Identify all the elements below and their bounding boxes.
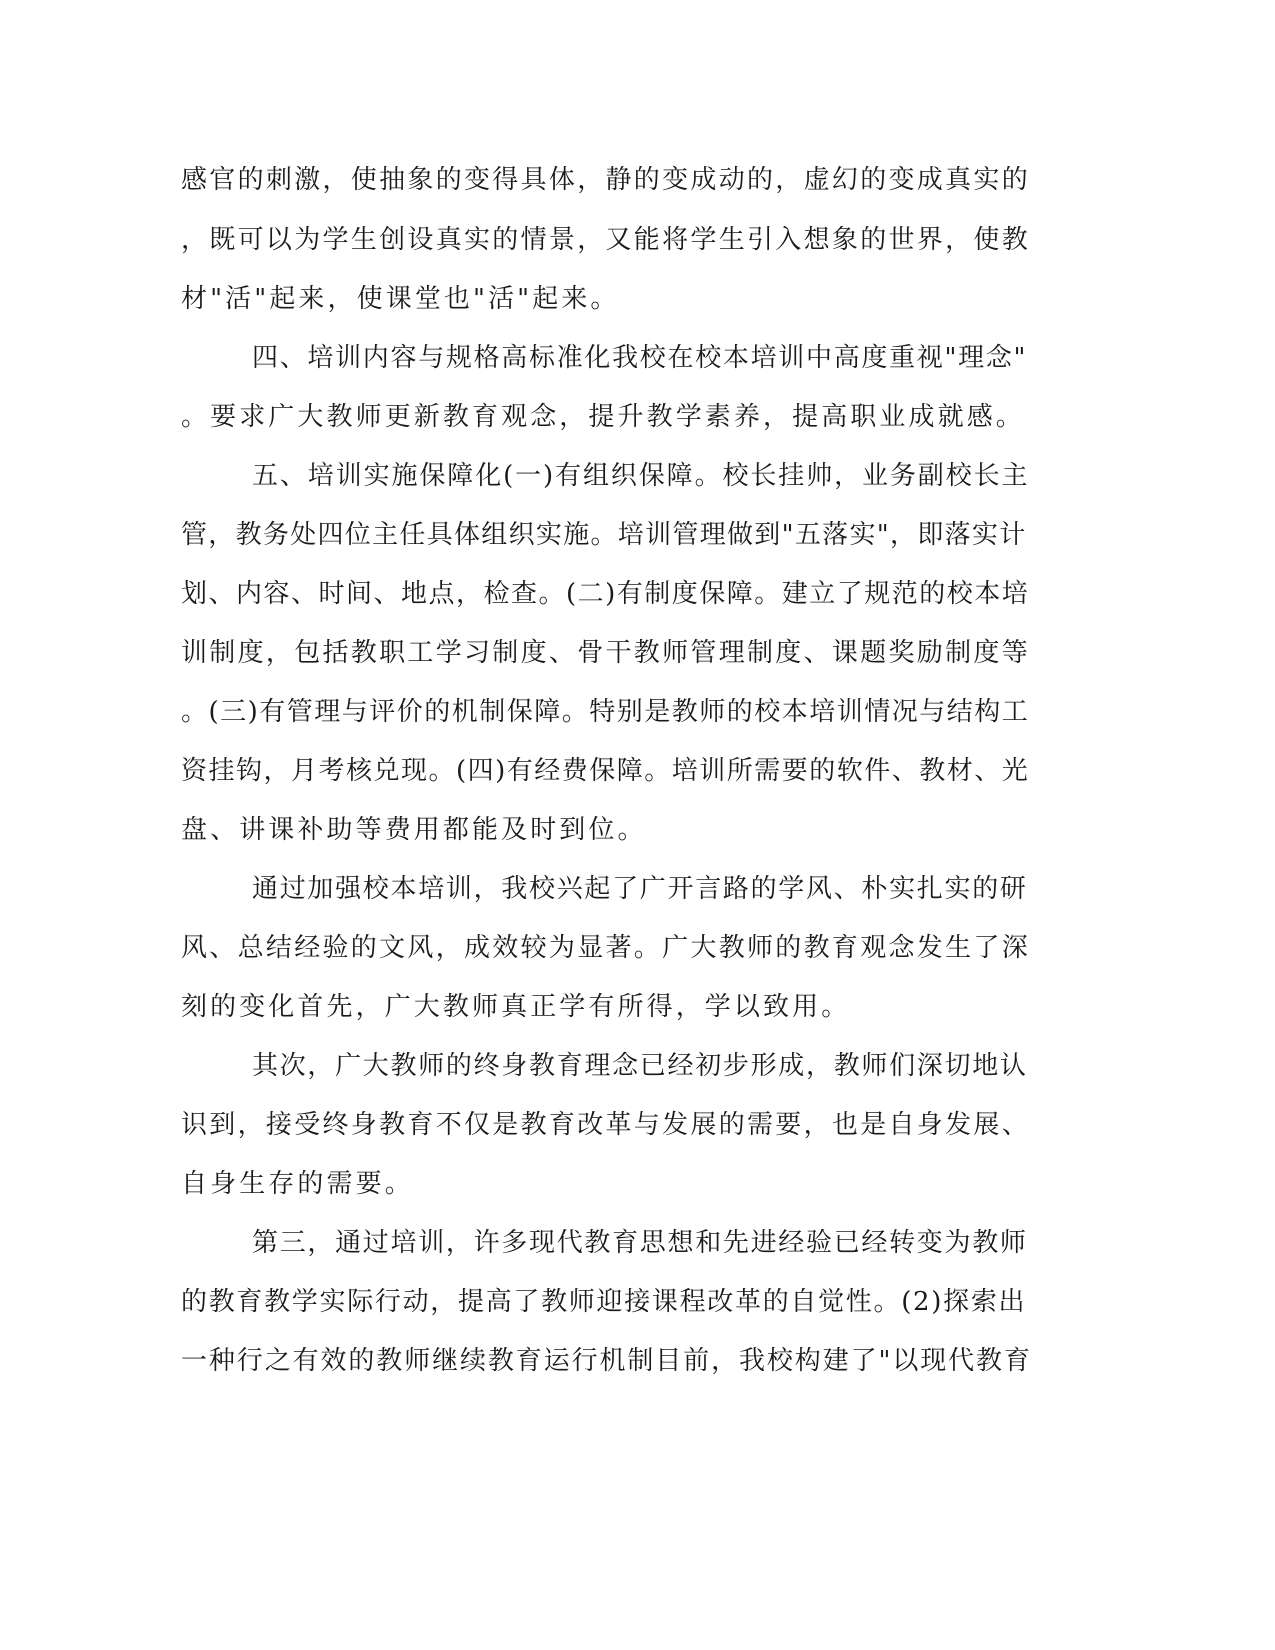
text-line: 识到，接受终身教育不仅是教育改革与发展的需要，也是自身发展、 bbox=[181, 1110, 1031, 1140]
text-line: 。要求广大教师更新教育观念，提升教学素养，提高职业成就感。 bbox=[181, 402, 1025, 432]
text-line: 资挂钩，月考核兑现。(四)有经费保障。培训所需要的软件、教材、光 bbox=[181, 756, 1030, 786]
text-line: 一种行之有效的教师继续教育运行机制目前，我校构建了"以现代教育 bbox=[181, 1346, 1032, 1376]
text-line: 盘、讲课补助等费用都能及时到位。 bbox=[181, 815, 647, 845]
text-line: 其次，广大教师的终身教育理念已经初步形成，教师们深切地认 bbox=[252, 1051, 1028, 1081]
text-line: 管，教务处四位主任具体组织实施。培训管理做到"五落实"，即落实计 bbox=[181, 520, 1027, 550]
text-line: 四、培训内容与规格高标准化我校在校本培训中高度重视"理念" bbox=[252, 343, 1028, 373]
text-line: 。(三)有管理与评价的机制保障。特别是教师的校本培训情况与结构工 bbox=[181, 697, 1030, 727]
text-line: 材"活"起来，使课堂也"活"起来。 bbox=[181, 284, 620, 314]
text-line: 通过加强校本培训，我校兴起了广开言路的学风、朴实扎实的研 bbox=[252, 874, 1028, 904]
text-line: 训制度，包括教职工学习制度、骨干教师管理制度、课题奖励制度等 bbox=[181, 638, 1031, 668]
text-line: 的教育教学实际行动，提高了教师迎接课程改革的自觉性。(2)探索出 bbox=[181, 1287, 1027, 1317]
text-line: ，既可以为学生创设真实的情景，又能将学生引入想象的世界，使教 bbox=[181, 225, 1031, 255]
text-line: 第三，通过培训，许多现代教育思想和先进经验已经转变为教师 bbox=[252, 1228, 1028, 1258]
text-line: 刻的变化首先，广大教师真正学有所得，学以致用。 bbox=[181, 992, 851, 1022]
text-line: 感官的刺激，使抽象的变得具体，静的变成动的，虚幻的变成真实的 bbox=[181, 165, 1031, 195]
text-line: 风、总结经验的文风，成效较为显著。广大教师的教育观念发生了深 bbox=[181, 933, 1031, 963]
text-line: 自身生存的需要。 bbox=[181, 1169, 414, 1199]
text-line: 五、培训实施保障化(一)有组织保障。校长挂帅，业务副校长主 bbox=[252, 461, 1030, 491]
text-line: 划、内容、时间、地点，检查。(二)有制度保障。建立了规范的校本培 bbox=[181, 579, 1030, 609]
